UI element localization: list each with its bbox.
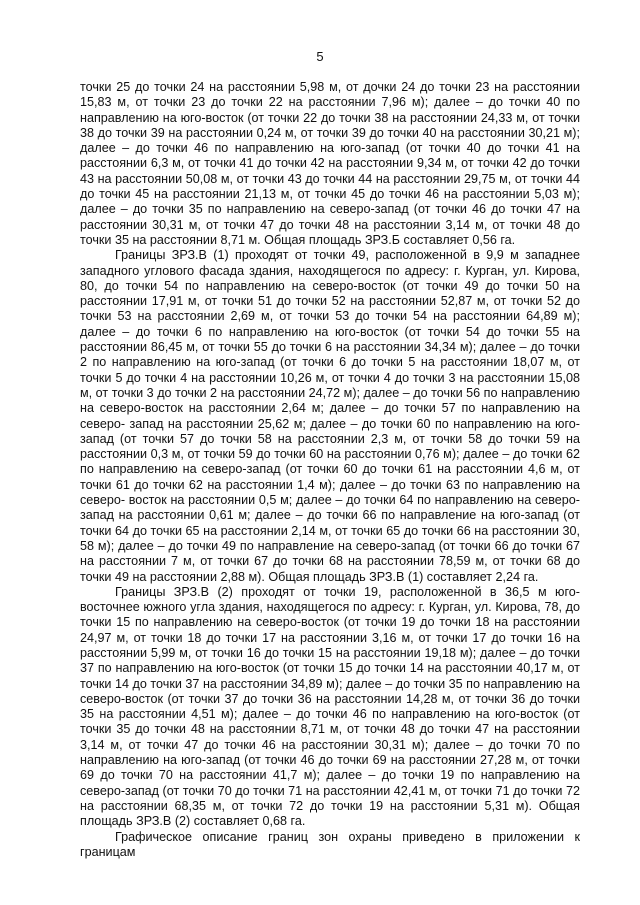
- paragraph-zone-b-continuation: точки 25 до точки 24 на расстоянии 5,98 м, от дочки 24 до точки 23 на расстоянии 15,83 м, от точки 23 до точки 22 на расстоянии 7,96 м); далее – до точки 40 по направлению на юго-восток (от точки 22 до точки 38 на расстоянии 24,33 м, от точки 38 до точки 39 на расстоянии 0,24 м, от точки 39 до точки 40 на расстоянии 30,21 м); далее – до точки 46 по направлению на юго-запад (от точки 40 до точки 41 на расстоянии 6,3 м, от точки 41 до точки 42 на расстоянии 9,34 м, от точки 42 до точки 43 на расстоянии 50,08 м, от точки 43 до точки 44 на расстоянии 29,75 м, от точки 44 до точки 45 на расстоянии 21,13 м, от точки 45 до точки 46 на расстоянии 5,03 м); далее – до точки 35 по направлению на северо-запад (от точки 46 до точки 47 на расстоянии 30,31 м, от точки 47 до точки 48 на расстоянии 3,14 м, от точки 48 до точки 35 на расстоянии 8,71 м. Общая площадь ЗРЗ.Б составляет 0,56 га.: [80, 80, 580, 247]
- paragraph-graphic-description: Графическое описание границ зон охраны приведено в приложении к границам: [80, 829, 580, 859]
- paragraph-zone-v1-boundaries: Границы ЗРЗ.В (1) проходят от точки 49, расположенной в 9,9 м западнее западного углового фасада здания, находящегося по адресу: г. Курган, ул. Кирова, 80, до точки 54 по направлению на северо-восток (от точки 49 до точки 50 на расстоянии 17,91 м, от точки 51 до точки 52 на расстоянии 52,87 м, от точки 52 до точки 53 на расстоянии 2,69 м, от точки 53 до точки 54 на расстоянии 64,89 м); далее – до точки 6 по направлению на юго-восток (от точки 54 до точки 55 на расстоянии 86,45 м, от точки 55 до точки 6 на расстоянии 34,34 м); далее – до точки 2 по направлению на юго-запад (от точки 6 до точки 5 на расстоянии 18,07 м, от точки 5 до точки 4 на расстоянии 10,26 м, от точки 4 до точки 3 на расстоянии 15,08 м, от точки 3 до точки 2 на расстоянии 24,72 м); далее – до точки 56 по направлению на северо-восток на расстоянии 2,64 м; далее – до точки 57 по направлению на северо- запад на расстоянии 25,62 м; далее – до точки 60 по направлению на юго-запад (от точки 57 до точки 58 на расстоянии 2,3 м, от точки 58 до точки 59 на расстоянии 0,3 м, от точки 59 до точки 60 на расстоянии 0,76 м); далее – до точки 62 по направлению на северо-запад (от точки 60 до точки 61 на расстоянии 4,6 м, от точки 61 до точки 62 на расстоянии 1,4 м); далее – до точки 63 по направлению на северо- восток на расстоянии 0,5 м; далее – до точки 64 по направлению на северо-запад на расстоянии 0,61 м; далее – до точки 66 по направление на юго-запад (от точки 64 до точки 65 на расстоянии 2,14 м, от точки 65 до точки 66 на расстоянии 30, 58 м); далее – до точки 49 по направление на северо-запад (от точки 66 до точки 67 на расстоянии 7 м, от точки 67 до точки 68 на расстоянии 78,59 м, от точки 68 до точки 49 на расстоянии 2,88 м). Общая площадь ЗРЗ.В (1) составляет 2,24 га.: [80, 248, 580, 584]
- page-number: 5: [316, 49, 324, 64]
- paragraph-zone-v2-boundaries: Границы ЗРЗ.В (2) проходят от точки 19, расположенной в 36,5 м юго-восточнее южного угла здания, находящегося по адресу: г. Курган, ул. Кирова, 78, до точки 15 по направлению на северо-восток (от точки 19 до точки 18 на расстоянии 24,97 м, от точки 18 до точки 17 на расстоянии 3,16 м, от точки 17 до точки 16 на расстоянии 5,99 м, от точки 16 до точки 15 на расстоянии 19,18 м); далее – до точки 37 по направлению на юго-восток (от точки 15 до точки 14 на расстоянии 40,17 м, от точки 14 до точки 37 на расстоянии 34,89 м); далее – до точки 35 по направлению на северо-восток (от точки 37 до точки 36 на расстоянии 14,28 м, от точки 36 до точки 35 на расстоянии 4,51 м); далее – до точки 46 по направлению на юго-восток (от точки 35 до точки 48 на расстоянии 8,71 м, от точки 48 до точки 47 на расстоянии 3,14 м, от точки 47 до точки 46 на расстоянии 30,31 м); далее – до точки 70 по направлению на юго-запад (от точки 46 до точки 69 на расстоянии 27,28 м, от точки 69 до точки 70 на расстоянии 41,7 м); далее – до точки 19 по направлению на северо-запад (от точки 70 до точки 71 на расстоянии 42,41 м, от точки 71 до точки 72 на расстоянии 68,35 м, от точки 72 до точки 19 на расстоянии 5,31 м). Общая площадь ЗРЗ.В (2) составляет 0,68 га.: [80, 584, 580, 829]
- document-body: [80, 80, 580, 860]
